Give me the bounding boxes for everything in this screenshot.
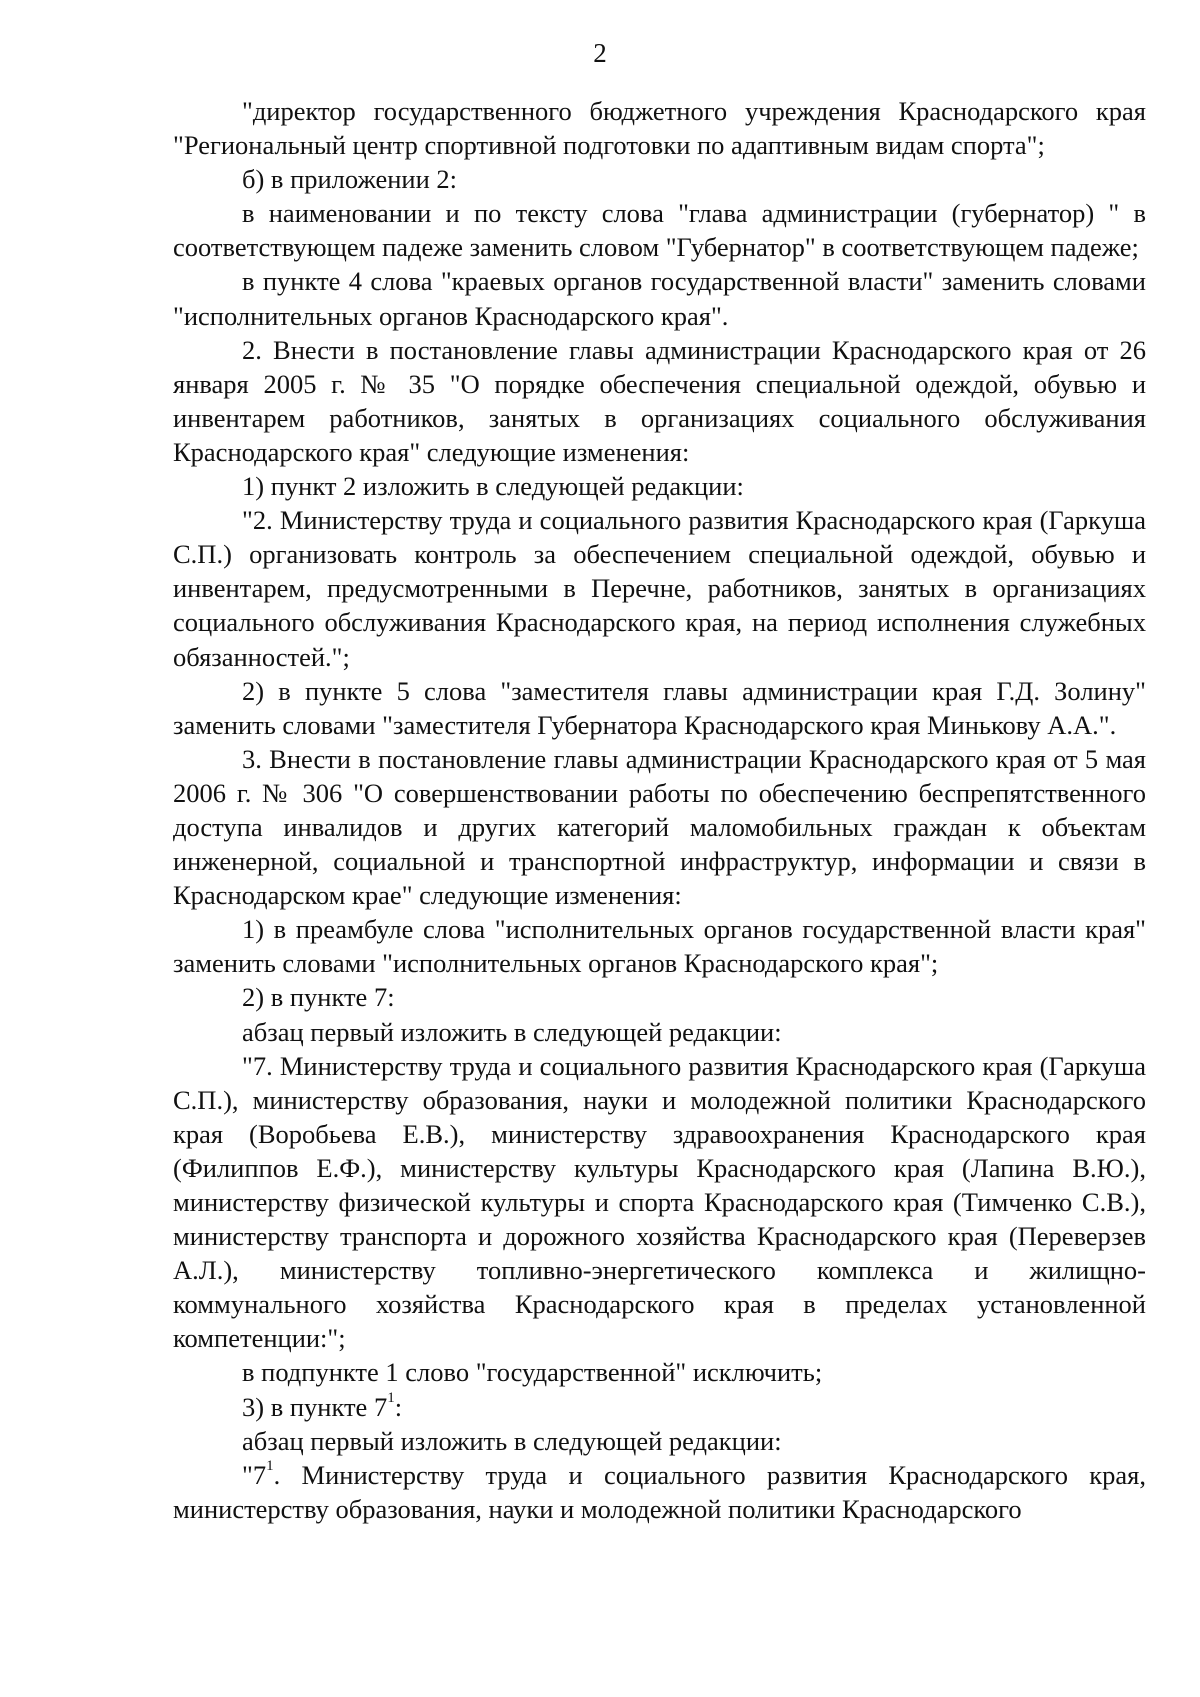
paragraph-section-2: 2. Внести в постановление главы администрации Краснодарского края от 26 января 2005 г. № 35 "О порядке обеспечения специальной одеждой, обувью и инвентарем работников, занятых в организациях социального обслуживания Краснодарского края" следующие изменения:: [173, 334, 1146, 467]
paragraph-name-replacement: в наименовании и по тексту слова "глава администрации (губернатор) " в соответствующем падеже заменить словом "Губернатор" в соответствующем падеже;: [173, 198, 1146, 263]
paragraph-first-abstract-2: абзац первый изложить в следующей редакции:: [242, 1425, 782, 1456]
paragraph-point-4: в пункте 4 слова "краевых органов государственной власти" заменить словами "исполнительных органов Краснодарского края".: [173, 266, 1146, 331]
paragraph-point-2-edit: 1) пункт 2 изложить в следующей редакции:: [242, 471, 744, 502]
paragraph-preamble: 1) в преамбуле слова "исполнительных органов государственной власти края" заменить словами "исполнительных органов Краснодарского края";: [173, 914, 1146, 979]
paragraph-section-3: 3. Внести в постановление главы администрации Краснодарского края от 5 мая 2006 г. № 306 "О совершенствовании работы по обеспечению беспрепятственного доступа инвалидов и других категорий маломобильных граждан к объектам инженерной, социальной и транспортной инфраструктур, информации и связи в Краснодарском крае" следующие изменения:: [173, 743, 1146, 911]
paragraph-point-5-replacement: 2) в пункте 5 слова "заместителя главы администрации края Г.Д. Золину" заменить словами "заместителя Губернатора Краснодарского края Минькову А.А.".: [173, 675, 1146, 740]
paragraph-ministry-control: "2. Министерству труда и социального развития Краснодарского края (Гаркуша С.П.) организовать контроль за обеспечением специальной одеждой, обувью и инвентарем, предусмотренными в Перечне, работников, занятых в организациях социального обслуживания Краснодарского края, на период исполнения служебных обязанностей.";: [173, 505, 1146, 672]
page-number: 2: [593, 38, 607, 68]
paragraph-appendix-2: б) в приложении 2:: [242, 164, 458, 195]
paragraph-point-7-1: [173, 1390, 1146, 1424]
point-7-1-text: 3) в пункте 7: [242, 1391, 388, 1422]
point-7-1-body: . Министерству труда и социального развития Краснодарского края, министерству образования, науки и молодежной политики Краснодарского: [173, 1459, 1146, 1524]
paragraph-director-title: "директор государственного бюджетного учреждения Краснодарского края "Региональный центр спортивной подготовки по адаптивным видам спорта";: [173, 96, 1146, 161]
paragraph-point-7-1-text: [173, 1458, 1146, 1526]
document-body: [173, 94, 1146, 1526]
superscript-1: 1: [387, 1389, 395, 1406]
point-7-1-colon: :: [394, 1391, 403, 1422]
paragraph-subpoint-1: в подпункте 1 слово "государственной" исключить;: [242, 1357, 823, 1388]
paragraph-point-7: 2) в пункте 7:: [242, 982, 395, 1013]
point-7-1-quote-start: "7: [242, 1459, 267, 1490]
paragraph-point-7-text: "7. Министерству труда и социального развития Краснодарского края (Гаркуша С.П.), министерству образования, науки и молодежной политики Краснодарского края (Воробьева Е.В.), министерству здравоохранения Краснодарского края (Филиппов Е.Ф.), министерству культуры Краснодарского края (Лапина В.Ю.), министерству физической культуры и спорта Краснодарского края (Тимченко С.В.), министерству транспорта и дорожного хозяйства Краснодарского края (Переверзев А.Л.), министерству топливно-энергетического комплекса и жилищно-коммунального хозяйства Краснодарского края в пределах установленной компетенции:";: [173, 1050, 1146, 1354]
superscript-1: 1: [266, 1457, 274, 1474]
paragraph-first-abstract: абзац первый изложить в следующей редакции:: [242, 1016, 782, 1047]
